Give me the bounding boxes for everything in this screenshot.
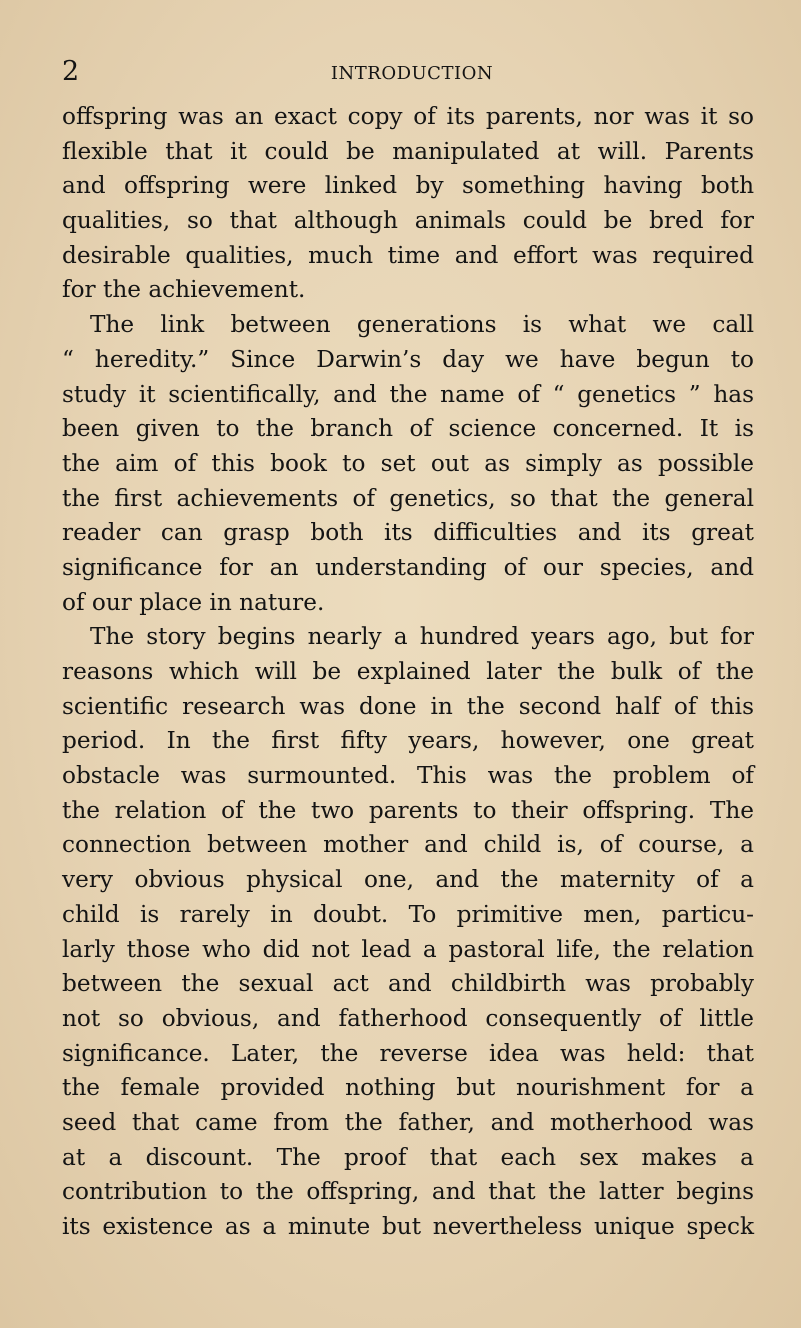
text-line: seed that came from the father, and motherhood was [62, 1108, 754, 1136]
text-line: period. In the first fifty years, however, one great [62, 727, 754, 755]
text-line: the female provided nothing but nourishment for a [62, 1074, 754, 1102]
text-line: been given to the branch of science concerned. It is [62, 415, 754, 443]
text-line: reasons which will be explained later the bulk of the [62, 658, 754, 685]
body-text [62, 100, 754, 1245]
text-line: larly those who did not lead a pastoral life, the relation [62, 935, 754, 963]
running-head [62, 52, 762, 92]
text-line: child is rarely in doubt. To primitive men, particu- [62, 900, 754, 928]
text-line: and offspring were linked by something having both [62, 172, 754, 200]
text-line: obstacle was surmounted. This was the problem of [62, 762, 754, 790]
text-line: flexible that it could be manipulated at will. Parents [62, 137, 754, 165]
text-line: The story begins nearly a hundred years ago, but for [90, 623, 754, 651]
page-number: 2 [62, 56, 80, 87]
text-line: desirable qualities, much time and effort was required [62, 241, 754, 269]
text-line: study it scientifically, and the name of “ genetics ” has [62, 380, 754, 408]
text-line: connection between mother and child is, of course, a [62, 831, 754, 859]
text-line: between the sexual act and childbirth was probably [62, 970, 754, 998]
text-line: “ heredity.” Since Darwin’s day we have begun to [62, 345, 754, 373]
text-line: the aim of this book to set out as simply as possible [62, 449, 754, 477]
text-line: its existence as a minute but nevertheless unique speck [62, 1213, 754, 1240]
text-line: the first achievements of genetics, so that the general [62, 484, 754, 512]
text-line: significance. Later, the reverse idea was held: that [62, 1039, 754, 1067]
text-line: scientific research was done in the second half of this [62, 692, 754, 720]
text-line: not so obvious, and fatherhood consequently of little [62, 1004, 754, 1032]
chapter-title: INTRODUCTION [330, 63, 494, 84]
text-line: at a discount. The proof that each sex makes a [62, 1143, 754, 1171]
text-line: very obvious physical one, and the maternity of a [62, 866, 754, 894]
text-line: of our place in nature. [62, 588, 325, 616]
text-line: The link between generations is what we call [90, 311, 754, 339]
text-line: contribution to the offspring, and that the latter begins [62, 1178, 754, 1206]
text-line: reader can grasp both its difficulties and its great [62, 519, 754, 547]
text-line: offspring was an exact copy of its parents, nor was it so [62, 103, 754, 130]
text-line: the relation of the two parents to their offspring. The [62, 796, 754, 824]
text-line: for the achievement. [62, 276, 306, 304]
text-line: qualities, so that although animals could be bred for [62, 207, 754, 235]
text-line: significance for an understanding of our species, and [62, 553, 754, 581]
